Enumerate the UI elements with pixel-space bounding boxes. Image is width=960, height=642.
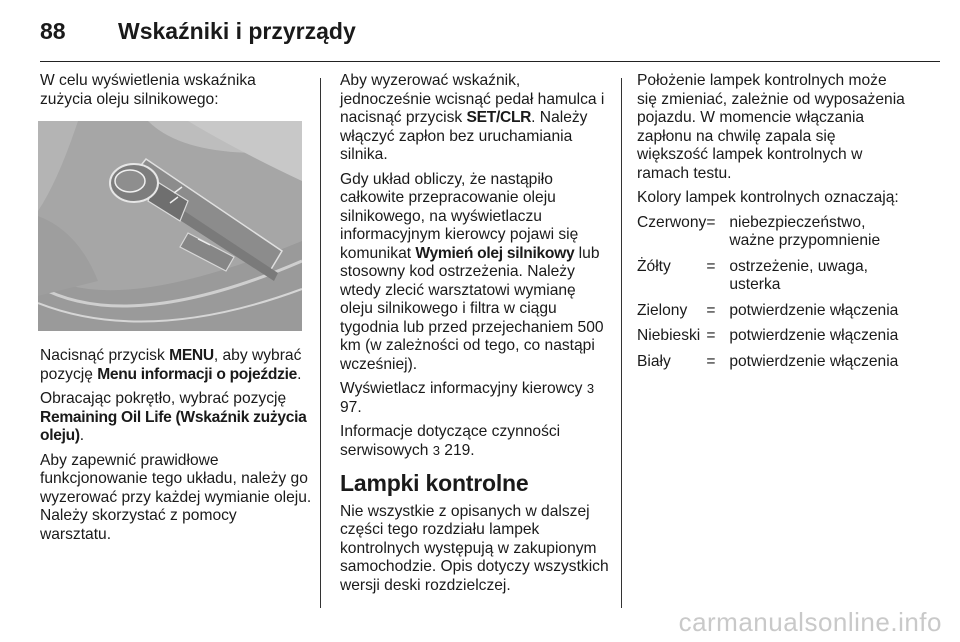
page-ref-arrow-icon: 3 (432, 442, 440, 458)
page-ref-arrow-icon: 3 (586, 381, 595, 396)
column-left (40, 72, 312, 550)
table-row (637, 327, 905, 353)
section-heading: Lampki kontrolne (340, 470, 529, 496)
column-right (637, 72, 905, 378)
reset-note: Aby zapewnić prawidłowe funkcjonowanie tego układu, należy go wyzerować przy każdej wymianie oleju. Należy skorzystać z pomocy warsztatu. (40, 451, 312, 543)
oil-change-paragraph: Gdy układ obliczy, że nastąpiło całkowite przepracowanie oleju silnikowego, na wyświetlaczu informacyjnym kierowcy pojawi się komunikat Wymień olej silnikowy lub stosowny kod ostrzeżenia. Należy wtedy zlecić warsztatowi wymianę oleju silnikowego i filtra w ciągu tygodnia lub przed przejechaniem 500 km (w zależności od tego, co nastąpi wcześniej). (340, 170, 604, 373)
lamp-meaning: potwierdzenie włączenia (729, 327, 899, 344)
lamp-color-name: Zielony (637, 301, 688, 319)
lamp-colors-intro: Kolory lampek kontrolnych oznaczają: (637, 189, 899, 206)
lamp-color-name: Niebieski (637, 327, 701, 344)
table-row (637, 353, 905, 379)
equals-sign: = (706, 352, 716, 370)
lamp-meaning: potwierdzenie włączenia (729, 352, 899, 370)
page-number: 88 (40, 18, 66, 44)
lamp-meaning: potwierdzenie włączenia (729, 301, 899, 319)
intro-paragraph: W celu wyświetlenia wskaźnika zużycia oleju silnikowego: (40, 72, 256, 108)
lamp-color-name: Czerwony (637, 213, 707, 231)
column-divider (320, 78, 321, 608)
display-reference: Wyświetlacz informacyjny kierowcy 3 97. (340, 380, 595, 416)
service-reference: Informacje dotyczące czynności serwisowych 3 219. (340, 423, 561, 459)
table-row (637, 258, 905, 302)
reset-instruction: Aby wyzerować wskaźnik, jednocześnie wcisnąć pedał hamulca i nacisnąć przycisk SET/CLR. Należy włączyć zapłon bez uruchamiania silnika. (340, 72, 605, 163)
table-row (637, 214, 905, 258)
equals-sign: = (706, 213, 716, 231)
lamp-position-paragraph: Położenie lampek kontrolnych może się zmieniać, zależnie od wyposażenia pojazdu. W momencie włączania zapłonu na chwilę zapala się większość lampek kontrolnych w ramach testu. (637, 72, 905, 182)
page-title: Wskaźniki i przyrządy (118, 18, 356, 44)
lamps-intro-paragraph: Nie wszystkie z opisanych w dalszej części tego rozdziału lampek kontrolnych występują w zakupionym samochodzie. Opis dotyczy wszystkich wersji deski rozdzielczej. (340, 502, 609, 594)
lamp-meaning: niebezpieczeństwo, ważne przypomnienie (729, 213, 881, 249)
stalk-illustration (38, 121, 302, 331)
lamp-meaning: ostrzeżenie, uwaga, usterka (729, 257, 869, 293)
lamp-color-name: Biały (637, 352, 671, 370)
column-middle (340, 72, 612, 601)
column-divider (621, 78, 622, 608)
watermark: carmanualsonline.info (678, 607, 942, 637)
table-row (637, 302, 905, 328)
page-header (40, 18, 356, 52)
menu-instruction: Nacisnąć przycisk MENU, aby wybrać pozycję Menu informacji o pojeździe. (40, 347, 302, 383)
equals-sign: = (706, 257, 716, 275)
equals-sign: = (706, 327, 716, 344)
equals-sign: = (706, 301, 716, 319)
lamp-colors-table (637, 214, 905, 379)
dial-instruction: Obracając pokrętło, wybrać pozycję Remaining Oil Life (Wskaźnik zużycia oleju). (40, 390, 307, 444)
header-rule (40, 61, 940, 62)
lamp-color-name: Żółty (637, 257, 671, 275)
